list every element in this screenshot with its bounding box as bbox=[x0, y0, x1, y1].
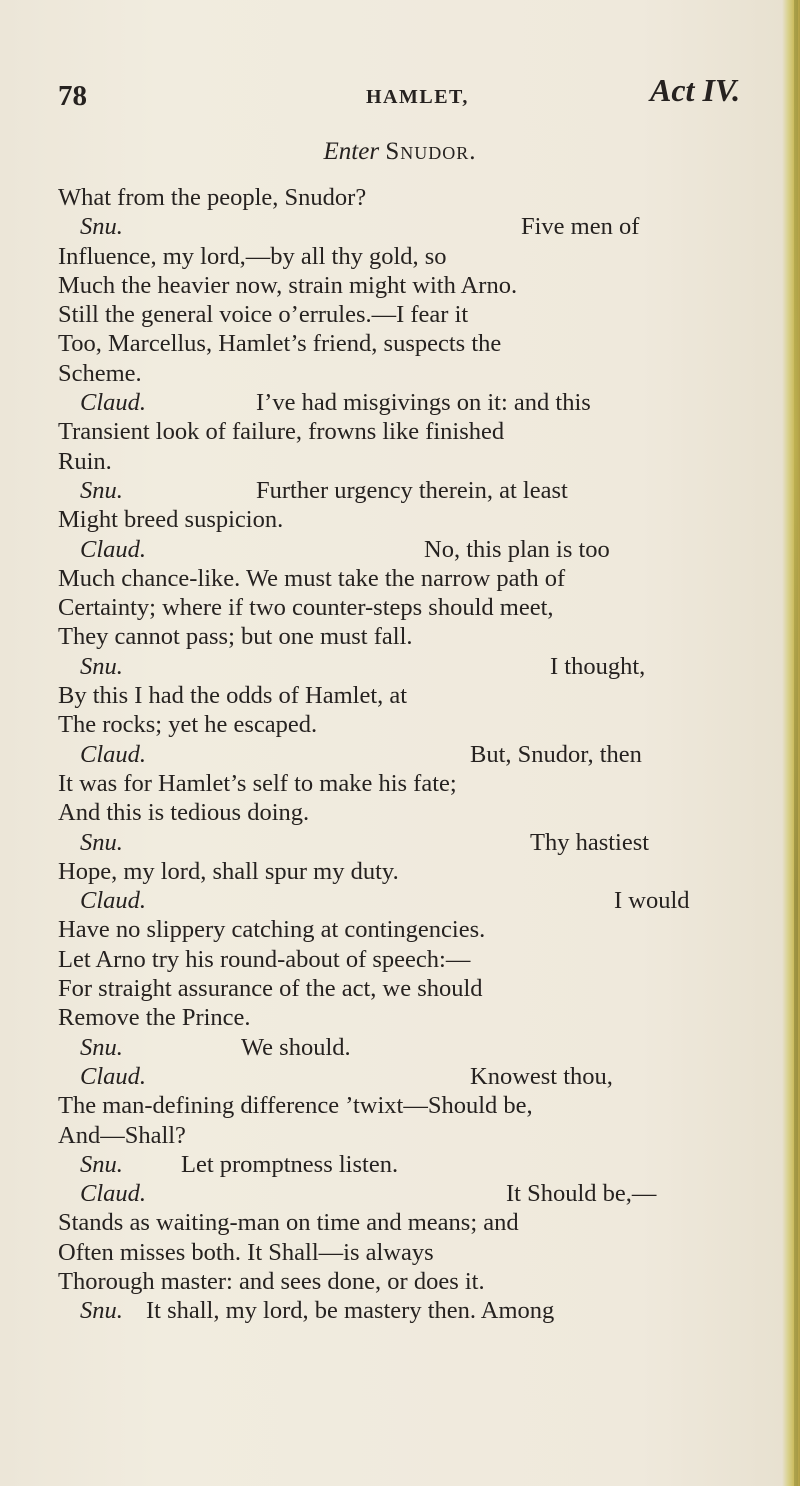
text-line bbox=[58, 622, 768, 651]
text-line bbox=[58, 1179, 768, 1208]
speech-text: And—Shall? bbox=[58, 1121, 186, 1149]
speech-text: Often misses both. It Shall—is always bbox=[58, 1238, 434, 1266]
text-line bbox=[58, 300, 768, 329]
text-line bbox=[58, 945, 768, 974]
text-line bbox=[58, 1150, 768, 1179]
text-line bbox=[58, 447, 768, 476]
text-line bbox=[58, 828, 768, 857]
speech-text: Transient look of failure, frowns like finished bbox=[58, 418, 505, 446]
speech-text: Knowest thou, bbox=[470, 1062, 613, 1090]
speaker-name: Claud. bbox=[80, 887, 147, 915]
speech-text: I thought, bbox=[550, 652, 646, 680]
text-line bbox=[58, 1267, 768, 1296]
running-title: HAMLET, bbox=[366, 86, 469, 108]
text-line bbox=[58, 212, 768, 241]
speaker-name: Claud. bbox=[80, 1180, 147, 1208]
text-line bbox=[58, 1003, 768, 1032]
text-line bbox=[58, 417, 768, 446]
speech-text: They cannot pass; but one must fall. bbox=[58, 623, 413, 651]
speaker-name: Claud. bbox=[80, 1062, 147, 1090]
text-line bbox=[58, 740, 768, 769]
speech-text: By this I had the odds of Hamlet, at bbox=[58, 682, 408, 710]
text-line bbox=[58, 915, 768, 944]
text-line bbox=[58, 476, 768, 505]
text-line bbox=[58, 505, 768, 534]
speech-text: Much chance-like. We must take the narrow path of bbox=[58, 564, 566, 592]
text-line bbox=[58, 1062, 768, 1091]
speech-text: For straight assurance of the act, we should bbox=[58, 975, 483, 1003]
text-line bbox=[58, 710, 768, 739]
speech-text: It shall, my lord, be mastery then. Among bbox=[146, 1297, 555, 1325]
text-line bbox=[58, 329, 768, 358]
speech-text: The man-defining difference ’twixt—Should be, bbox=[58, 1092, 533, 1120]
speech-text: Five men of bbox=[521, 213, 640, 241]
text-line bbox=[58, 886, 768, 915]
play-text bbox=[58, 183, 768, 1326]
speech-text: Have no slippery catching at contingencies. bbox=[58, 916, 486, 944]
text-line bbox=[58, 271, 768, 300]
speaker-name: Snu. bbox=[80, 213, 123, 241]
text-line bbox=[58, 1091, 768, 1120]
stage-direction-character: Snudor. bbox=[385, 138, 477, 165]
stage-direction-verb: Enter bbox=[323, 138, 380, 165]
speaker-name: Snu. bbox=[80, 1150, 123, 1178]
speech-text: Hope, my lord, shall spur my duty. bbox=[58, 857, 399, 885]
speech-text: It was for Hamlet’s self to make his fate; bbox=[58, 769, 457, 797]
speaker-name: Claud. bbox=[80, 389, 147, 417]
page-header bbox=[58, 72, 764, 122]
speech-text: Much the heavier now, strain might with Arno. bbox=[58, 271, 518, 299]
text-line bbox=[58, 1121, 768, 1150]
speech-text: We should. bbox=[241, 1033, 351, 1061]
speech-text: Ruin. bbox=[58, 447, 112, 475]
speech-text: Certainty; where if two counter-steps should meet, bbox=[58, 594, 554, 622]
text-line bbox=[58, 242, 768, 271]
speech-text: The rocks; yet he escaped. bbox=[58, 711, 318, 739]
text-line bbox=[58, 1208, 768, 1237]
speech-text: Thy hastiest bbox=[530, 828, 650, 856]
speech-text: Scheme. bbox=[58, 359, 142, 387]
text-line bbox=[58, 564, 768, 593]
speech-text: Let promptness listen. bbox=[181, 1150, 399, 1178]
speech-text: Stands as waiting-man on time and means; and bbox=[58, 1209, 519, 1237]
speech-text: It Should be,— bbox=[506, 1180, 657, 1208]
text-line bbox=[58, 681, 768, 710]
speaker-name: Snu. bbox=[80, 1297, 123, 1325]
speech-text: What from the people, Snudor? bbox=[58, 184, 367, 211]
text-line bbox=[58, 652, 768, 681]
speaker-name: Claud. bbox=[80, 535, 147, 563]
speech-text: Influence, my lord,—by all thy gold, so bbox=[58, 242, 447, 270]
speech-text: Thorough master: and sees done, or does it. bbox=[58, 1267, 485, 1295]
text-line bbox=[58, 593, 768, 622]
text-line bbox=[58, 1296, 768, 1325]
page-number: 78 bbox=[58, 80, 87, 112]
speech-text: Too, Marcellus, Hamlet’s friend, suspects the bbox=[58, 330, 502, 358]
text-line bbox=[58, 183, 768, 212]
speech-text: Let Arno try his round-about of speech:— bbox=[58, 945, 471, 973]
speech-text: But, Snudor, then bbox=[470, 740, 642, 768]
act-marker: Act IV. bbox=[650, 72, 741, 108]
stage-direction bbox=[0, 138, 770, 166]
text-line bbox=[58, 535, 768, 564]
speech-text: I would bbox=[614, 887, 690, 915]
text-line bbox=[58, 798, 768, 827]
text-line bbox=[58, 388, 768, 417]
speech-text: I’ve had misgivings on it: and this bbox=[256, 389, 591, 417]
speech-text: And this is tedious doing. bbox=[58, 799, 310, 827]
speech-text: Still the general voice o’errules.—I fear it bbox=[58, 301, 469, 329]
text-line bbox=[58, 857, 768, 886]
text-line bbox=[58, 359, 768, 388]
speech-text: Remove the Prince. bbox=[58, 1004, 251, 1032]
speaker-name: Claud. bbox=[80, 740, 147, 768]
speaker-name: Snu. bbox=[80, 652, 123, 680]
speaker-name: Snu. bbox=[80, 828, 123, 856]
text-line bbox=[58, 974, 768, 1003]
speech-text: Might breed suspicion. bbox=[58, 506, 284, 534]
speaker-name: Snu. bbox=[80, 1033, 123, 1061]
speaker-name: Snu. bbox=[80, 476, 123, 504]
text-line bbox=[58, 1033, 768, 1062]
text-line bbox=[58, 769, 768, 798]
speech-text: Further urgency therein, at least bbox=[256, 476, 568, 504]
text-line bbox=[58, 1238, 768, 1267]
page-edge-binding bbox=[794, 0, 798, 1486]
speech-text: No, this plan is too bbox=[424, 535, 610, 563]
